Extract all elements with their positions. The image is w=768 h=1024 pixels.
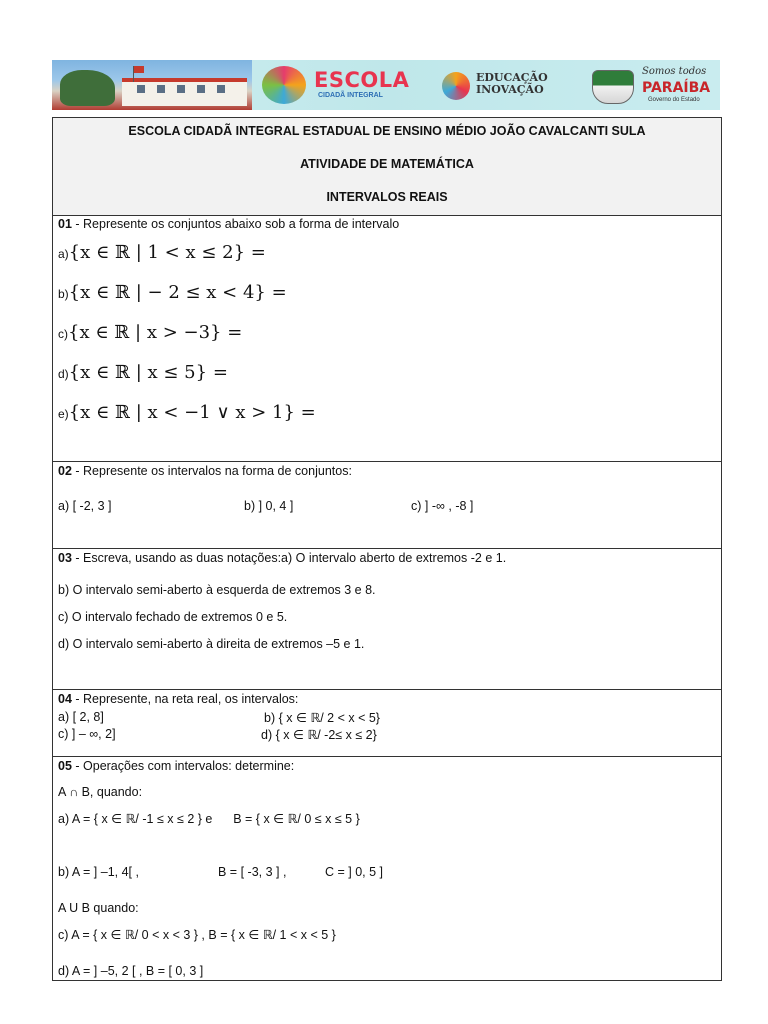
item-b-c: C = ] 0, 5 ] xyxy=(325,865,384,879)
question-number: 04 xyxy=(58,692,72,706)
question-prompt: - Escreva, usando as duas notações:a) O intervalo aberto de extremos -2 e 1. xyxy=(71,551,507,565)
question-03 xyxy=(53,549,721,690)
question-02 xyxy=(53,462,721,549)
item-b-b: B = [ -3, 3 ] , xyxy=(218,865,287,879)
item-b-a: b) A = ] –1, 4[ , xyxy=(58,865,139,879)
set-item-d: d){x ∈ ℝ | x ≤ 5} = xyxy=(58,362,228,383)
item-a: a) [ 2, 8] xyxy=(58,710,104,724)
set-item-c: c){x ∈ ℝ | x > −3} = xyxy=(58,322,243,343)
school-photo xyxy=(52,60,252,110)
escola-cidada-integral-logo: ESCOLA CIDADÃ INTEGRAL xyxy=(262,66,422,104)
question-number: 05 xyxy=(58,759,72,773)
tree-shape xyxy=(60,70,115,106)
escola-emblem-icon xyxy=(262,66,306,104)
question-05 xyxy=(53,757,721,980)
question-prompt: - Represente, na reta real, os intervalos: xyxy=(71,692,299,706)
question-prompt: - Represente os conjuntos abaixo sob a forma de intervalo xyxy=(71,217,400,231)
worksheet-header xyxy=(53,118,721,216)
paraiba-government-logo: Somos todos PARAÍBA Governo do Estado xyxy=(592,66,717,106)
set-item-e: e){x ∈ ℝ | x < −1 ∨ x > 1} = xyxy=(58,402,316,423)
header-banner xyxy=(52,60,720,110)
worksheet xyxy=(52,117,722,981)
educacao-emblem-icon xyxy=(442,72,470,100)
item-d: d) A = ] –5, 2 [ , B = [ 0, 3 ] xyxy=(58,964,204,978)
activity-title: ATIVIDADE DE MATEMÁTICA xyxy=(300,157,474,171)
set-item-b: b){x ∈ ℝ | − 2 ≤ x < 4} = xyxy=(58,282,287,303)
school-name: ESCOLA CIDADÃ INTEGRAL ESTADUAL DE ENSINO MÉDIO JOÃO CAVALCANTI SULA xyxy=(128,124,646,138)
item-d: d) { x ∈ ℝ/ -2≤ x ≤ 2} xyxy=(261,728,377,742)
educacao-inovacao-logo: EDUCAÇÃO INOVAÇÃO xyxy=(442,70,572,102)
item-c: c) ] – ∞, 2] xyxy=(58,727,116,741)
question-04 xyxy=(53,690,721,757)
question-number: 01 xyxy=(58,217,72,231)
item-c: c) O intervalo fechado de extremos 0 e 5. xyxy=(58,610,288,624)
interval-b: b) ] 0, 4 ] xyxy=(244,499,294,513)
question-number: 02 xyxy=(58,464,72,478)
intersection-heading: A ∩ B, quando: xyxy=(58,785,143,799)
union-heading: A U B quando: xyxy=(58,901,139,915)
item-b: b) { x ∈ ℝ/ 2 < x < 5} xyxy=(264,711,380,725)
question-prompt: - Operações com intervalos: determine: xyxy=(71,759,295,773)
flag-icon xyxy=(134,66,144,73)
question-prompt: - Represente os intervalos na forma de conjuntos: xyxy=(71,464,352,478)
set-item-a: a){x ∈ ℝ | 1 < x ≤ 2} = xyxy=(58,242,266,263)
paraiba-coat-of-arms-icon xyxy=(592,70,634,104)
interval-a: a) [ -2, 3 ] xyxy=(58,499,112,513)
interval-c: c) ] -∞ , -8 ] xyxy=(411,499,474,513)
question-01 xyxy=(53,216,721,462)
question-number: 03 xyxy=(58,551,72,565)
item-d: d) O intervalo semi-aberto à direita de extremos –5 e 1. xyxy=(58,637,365,651)
topic-title: INTERVALOS REAIS xyxy=(326,190,448,204)
item-b: b) O intervalo semi-aberto à esquerda de extremos 3 e 8. xyxy=(58,583,376,597)
item-a: a) A = { x ∈ ℝ/ -1 ≤ x ≤ 2 } e B = { x ∈ ℝ/ 0 ≤ x ≤ 5 } xyxy=(58,812,360,826)
item-c: c) A = { x ∈ ℝ/ 0 < x < 3 } , B = { x ∈ ℝ/ 1 < x < 5 } xyxy=(58,928,336,942)
